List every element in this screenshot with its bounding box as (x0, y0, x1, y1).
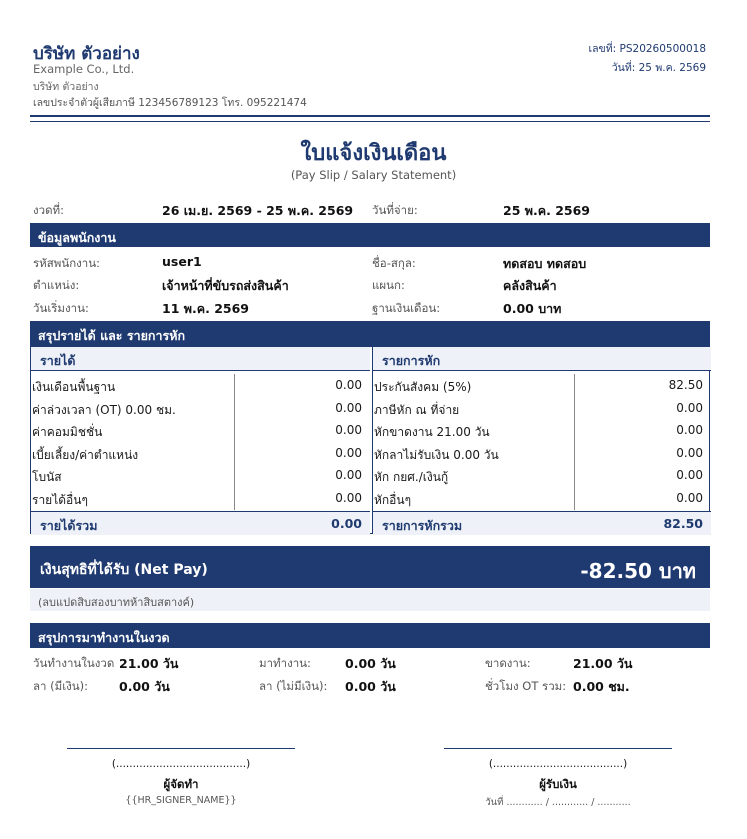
net-pay-amount: -82.50 บาท (580, 559, 696, 583)
income-item-name: ค่าล่วงเวลา (OT) 0.00 ชม. (32, 402, 176, 417)
income-item-name: เบี้ยเลี้ยง/ค่าตำแหน่ง (32, 447, 139, 462)
ot-hours-value: 0.00 ชม. (573, 679, 630, 694)
paid-leave-label: ลา (มีเงิน): (33, 679, 88, 693)
deduction-item-name: หักลาไม่รับเงิน 0.00 วัน (374, 447, 499, 462)
income-item-amount: 0.00 (335, 378, 362, 392)
employee-name-value: ทดสอบ ทดสอบ (503, 256, 587, 271)
paid-leave-value: 0.00 วัน (119, 679, 170, 694)
company-name: บริษัท ตัวอย่าง (33, 44, 140, 64)
ot-hours-label: ชั่วโมง OT รวม: (485, 679, 567, 693)
deduction-total-amount: 82.50 (663, 516, 703, 531)
deduction-row (373, 374, 711, 397)
preparer-role: ผู้จัดทำ (163, 777, 199, 791)
deduction-row (373, 397, 711, 420)
present-value: 0.00 วัน (345, 656, 396, 671)
employee-code-value: user1 (162, 254, 202, 269)
start-date-value: 11 พ.ค. 2569 (162, 301, 249, 316)
deduction-row-divider (574, 464, 575, 487)
income-total-row (31, 511, 370, 535)
page-title: ใบแจ้งเงินเดือน (300, 141, 447, 166)
income-item-name: รายได้อื่นๆ (32, 493, 88, 507)
pay-date-label: วันที่จ่าย: (372, 203, 418, 217)
net-pay-words: (ลบแปดสิบสองบาทห้าสิบสตางค์) (30, 589, 710, 611)
document-number: เลขที่: PS20260500018 (588, 43, 706, 55)
header-rule-thin (30, 121, 710, 122)
preparer-name-blank: (.......................................) (111, 758, 251, 770)
absent-value: 21.00 วัน (573, 656, 633, 671)
base-salary-value: 0.00 บาท (503, 301, 562, 316)
workdays-label: วันทำงานในงวด (33, 656, 115, 670)
employee-name-label: ชื่อ-สกุล: (372, 256, 416, 270)
income-row (31, 487, 370, 510)
income-row-divider (234, 419, 235, 442)
income-row (31, 464, 370, 487)
income-row (31, 397, 370, 420)
deduction-row (373, 442, 711, 465)
income-item-amount: 0.00 (335, 491, 362, 505)
net-pay-label: เงินสุทธิที่ได้รับ (Net Pay) (40, 562, 208, 578)
position-value: เจ้าหน้าที่ขับรถส่งสินค้า (162, 278, 289, 293)
deduction-row-divider (574, 442, 575, 465)
receiver-signature-line (444, 748, 672, 749)
deduction-total-row (373, 511, 711, 535)
receiver-role: ผู้รับเงิน (539, 777, 577, 791)
receiver-date-blank: วันที่ ............ / ............ / ........... (485, 797, 631, 808)
start-date-label: วันเริ่มงาน: (33, 301, 89, 315)
income-row (31, 442, 370, 465)
company-tax-line: เลขประจำตัวผู้เสียภาษี 123456789123 โทร. 095221474 (33, 97, 307, 109)
position-label: ตำแหน่ง: (33, 278, 80, 292)
deduction-item-name: หักอื่นๆ (374, 493, 412, 507)
preparer-signature-line (67, 748, 295, 749)
deduction-item-name: ภาษีหัก ณ ที่จ่าย (374, 402, 460, 417)
income-item-name: ค่าคอมมิชชั่น (32, 425, 103, 440)
deduction-item-amount: 82.50 (668, 378, 703, 392)
income-header: รายได้ (31, 347, 370, 371)
income-column (31, 347, 370, 533)
absent-label: ขาดงาน: (485, 656, 531, 670)
deduction-row (373, 419, 711, 442)
income-item-amount: 0.00 (335, 400, 362, 415)
unpaid-leave-value: 0.00 วัน (345, 679, 396, 694)
income-item-amount: 0.00 (335, 445, 362, 460)
income-item-amount: 0.00 (335, 423, 362, 438)
income-item-name: เงินเดือนพื้นฐาน (32, 380, 116, 394)
income-row-divider (234, 397, 235, 420)
deduction-item-amount: 0.00 (676, 445, 703, 460)
deduction-row (373, 487, 711, 510)
deduction-total-label: รายการหักรวม (382, 518, 463, 533)
header-rule (30, 115, 710, 117)
net-pay-bar (30, 546, 710, 588)
deduction-column (372, 347, 711, 533)
income-row (31, 374, 370, 397)
company-name-en: Example Co., Ltd. (33, 62, 135, 76)
income-row (31, 419, 370, 442)
base-salary-label: ฐานเงินเดือน: (372, 301, 441, 315)
deduction-item-name: หักขาดงาน 21.00 วัน (374, 425, 490, 440)
preparer-name-placeholder: {{HR_SIGNER_NAME}} (125, 795, 237, 806)
deduction-row-divider (574, 419, 575, 442)
department-value: คลังสินค้า (503, 278, 557, 293)
income-row-divider (234, 374, 235, 397)
summary-section-header: สรุปรายได้ และ รายการหัก (30, 321, 710, 346)
unpaid-leave-label: ลา (ไม่มีเงิน): (259, 679, 328, 693)
income-row-divider (234, 442, 235, 465)
deduction-row-divider (574, 374, 575, 397)
employee-code-label: รหัสพนักงาน: (33, 256, 100, 270)
pay-date-value: 25 พ.ค. 2569 (503, 203, 590, 218)
deduction-row-divider (574, 487, 575, 510)
workdays-value: 21.00 วัน (119, 656, 179, 671)
deduction-item-name: หัก กยศ./เงินกู้ (374, 470, 449, 485)
deduction-row (373, 464, 711, 487)
period-label: งวดที่: (33, 203, 64, 217)
deduction-item-name: ประกันสังคม (5%) (374, 380, 472, 394)
employee-section-header: ข้อมูลพนักงาน (30, 223, 710, 247)
deduction-item-amount: 0.00 (676, 423, 703, 438)
income-row-divider (234, 464, 235, 487)
page-subtitle: (Pay Slip / Salary Statement) (290, 168, 457, 182)
deduction-row-divider (574, 397, 575, 420)
income-item-amount: 0.00 (335, 468, 362, 483)
company-name-th-small: บริษัท ตัวอย่าง (33, 81, 99, 93)
document-date: วันที่: 25 พ.ค. 2569 (611, 62, 706, 74)
receiver-name-blank: (.......................................) (488, 758, 628, 770)
deduction-item-amount: 0.00 (676, 400, 703, 415)
deduction-item-amount: 0.00 (676, 468, 703, 483)
income-total-label: รายได้รวม (40, 518, 98, 533)
income-total-amount: 0.00 (331, 516, 362, 531)
attendance-section-header: สรุปการมาทำงานในงวด (30, 623, 710, 648)
period-value: 26 เม.ย. 2569 - 25 พ.ค. 2569 (162, 203, 354, 218)
income-deduction-table (30, 346, 710, 534)
deduction-header: รายการหัก (373, 347, 711, 371)
deduction-item-amount: 0.00 (676, 491, 703, 505)
present-label: มาทำงาน: (259, 656, 311, 670)
income-item-name: โบนัส (32, 470, 62, 485)
department-label: แผนก: (372, 278, 405, 292)
income-row-divider (234, 487, 235, 510)
